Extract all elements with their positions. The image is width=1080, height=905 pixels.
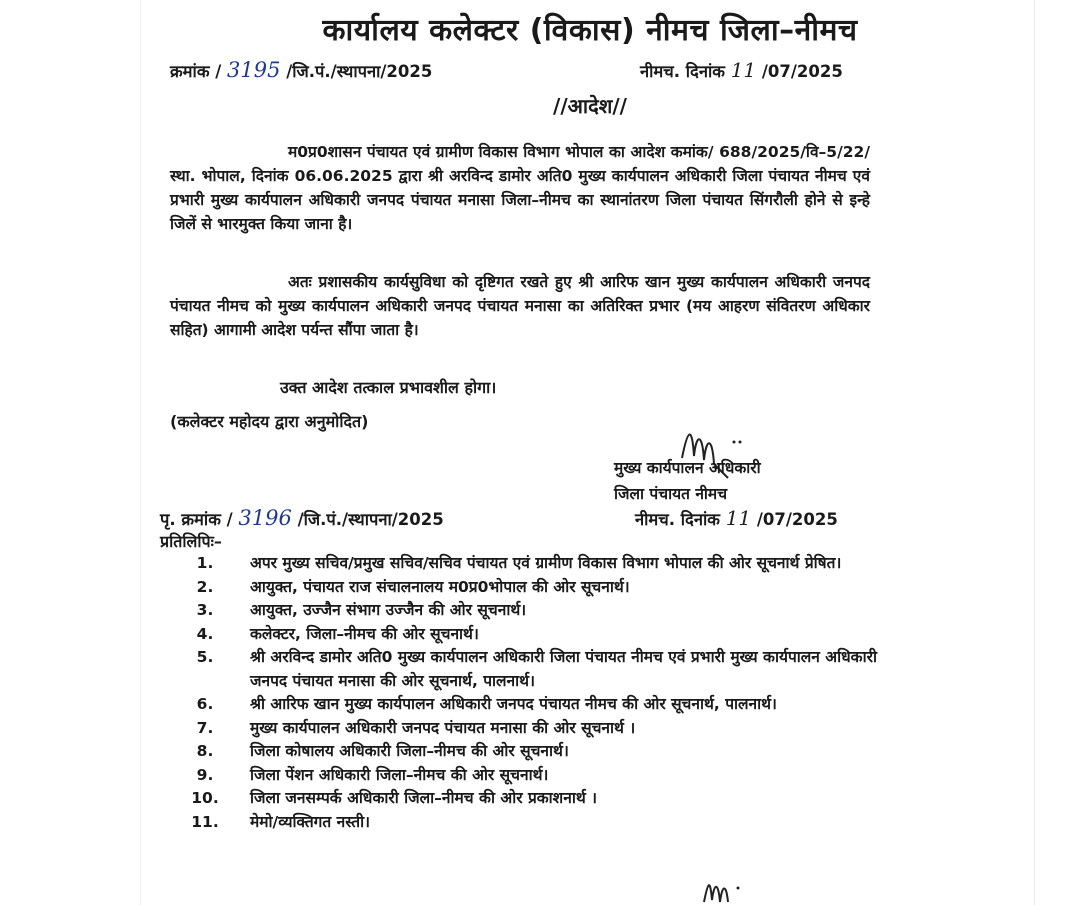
copy-item-text: आयुक्त, पंचायत राज संचालनालय म0प्र0भोपाल की ओर सूचनार्थ। — [250, 577, 630, 596]
endorsement-ref-number-handwritten: 3196 — [238, 506, 292, 530]
approval-line: (कलेक्टर महोदय द्वारा अनुमोदित) — [170, 412, 369, 431]
signatory-designation: मुख्य कार्यपालन अधिकारी — [614, 459, 761, 477]
copy-list-item — [170, 717, 890, 741]
copy-item-number: 2. — [196, 577, 214, 596]
copy-label: प्रतिलिपिः– — [160, 532, 222, 551]
copy-item-number: 1. — [196, 554, 214, 572]
right-margin — [1034, 0, 1080, 905]
copy-list-item — [170, 787, 890, 811]
copy-list-item — [170, 811, 890, 835]
copy-item-text: जिला जनसम्पर्क अधिकारी जिला–नीमच की ओर प्रकाशनार्थ । — [250, 789, 598, 807]
order-reference — [170, 58, 432, 82]
endorsement-date — [635, 506, 838, 530]
copy-list-item — [170, 599, 890, 623]
date-suffix: /07/2025 — [761, 62, 843, 81]
date-day-handwritten: 11 — [730, 58, 757, 82]
office-title: कार्यालय कलेक्टर (विकास) नीमच जिला–नीमच — [322, 13, 858, 48]
copy-item-text: श्री आरिफ खान मुख्य कार्यपालन अधिकारी जनपद पंचायत नीमच की ओर सूचनार्थ, पालनार्थ। — [250, 695, 777, 713]
copy-item-number: 5. — [196, 648, 214, 666]
paragraph-transfer: म0प्र0शासन पंचायत एवं ग्रामीण विकास विभाग भोपाल का आदेश कमांक/ 688/2025/वि–5/22/स्था. भोपाल, दिनांक 06.06.2025 द्वारा श्री अरविन्द डामोर अति0 मुख्य कार्यपालन अधिकारी जिला पंचायत नीमच एवं प्रभारी मुख्य कार्यपालन अधिकारी जनपद पंचायत मनासा जिला–नीमच का स्थानांतरण जिला पंचायत सिंगरौली होने से इन्हे जिलें से भारमुक्त किया जाना है। — [170, 143, 870, 233]
copy-item-text: आयुक्त, उज्जैन संभाग उज्जैन की ओर सूचनार्थ। — [250, 601, 527, 619]
copy-item-number: 7. — [196, 718, 214, 737]
copy-list-item — [170, 623, 890, 647]
copy-item-number: 4. — [196, 624, 214, 643]
copy-list-item — [170, 693, 890, 717]
effective-line: उक्त आदेश तत्काल प्रभावशील होगा। — [280, 378, 497, 397]
copy-list — [170, 552, 890, 834]
copy-item-text: जिला कोषालय अधिकारी जिला–नीमच की ओर सूचनार्थ। — [250, 742, 569, 760]
signatory-block — [614, 455, 761, 507]
copy-list-item — [170, 764, 890, 788]
copy-item-number: 8. — [196, 742, 214, 760]
left-margin — [0, 0, 141, 905]
endorsement-date-day-handwritten: 11 — [725, 506, 752, 530]
copy-item-number: 9. — [196, 765, 214, 784]
order-heading: //आदेश// — [553, 94, 627, 118]
copy-list-item — [170, 646, 890, 693]
copy-item-text: जिला पेंशन अधिकारी जिला–नीमच की ओर सूचनार्थ। — [250, 765, 549, 784]
copy-item-text: कलेक्टर, जिला–नीमच की ओर सूचनार्थ। — [250, 624, 479, 643]
copy-item-text: अपर मुख्य सचिव/प्रमुख सचिव/सचिव पंचायत एवं ग्रामीण विकास विभाग भोपाल की ओर सूचनार्थ प्रेषित। — [250, 554, 842, 572]
endorsement-date-label: नीमच. दिनांक — [635, 510, 720, 529]
copy-item-number: 3. — [196, 601, 214, 619]
endorsement-ref-suffix: /जि.पं./स्थापना/2025 — [297, 510, 444, 529]
copy-item-number: 6. — [196, 695, 214, 713]
copy-item-number: 10. — [191, 789, 219, 807]
copy-item-number: 11. — [191, 812, 219, 831]
signatory-office: जिला पंचायत नीमच — [614, 485, 728, 503]
copy-item-text: मेमो/व्यक्तिगत नस्ती। — [250, 812, 370, 831]
date-label: नीमच. दिनांक — [640, 62, 725, 81]
order-document — [150, 0, 1030, 905]
endorsement-ref-label: पृ. क्रमांक / — [160, 510, 233, 529]
copy-item-text: श्री अरविन्द डामोर अति0 मुख्य कार्यपालन अधिकारी जिला पंचायत नीमच एवं प्रभारी मुख्य कार्यपालन अधिकारी जनपद पंचायत मनासा की ओर सूचनार्थ, पालनार्थ। — [250, 648, 877, 690]
copy-list-item — [170, 740, 890, 764]
ref-number-handwritten: 3195 — [227, 58, 281, 82]
initials-mark — [698, 872, 758, 905]
order-date — [640, 58, 843, 82]
copy-list-item — [170, 576, 890, 600]
ref-label: क्रमांक / — [170, 62, 222, 81]
copy-item-text: मुख्य कार्यपालन अधिकारी जनपद पंचायत मनासा की ओर सूचनार्थ । — [250, 718, 636, 737]
ref-suffix: /जि.पं./स्थापना/2025 — [286, 62, 433, 81]
endorsement-reference — [160, 506, 444, 530]
endorsement-date-suffix: /07/2025 — [756, 510, 838, 529]
paragraph-charge: अतः प्रशासकीय कार्यसुविधा को दृष्टिगत रखते हुए श्री आरिफ खान मुख्य कार्यपालन अधिकारी जनपद पंचायत नीमच को मुख्य कार्यपालन अधिकारी जनपद पंचायत मनासा का अतिरिक्त प्रभार (मय आहरण संवितरण अधिकार सहित) आगामी आदेश पर्यन्त सौंपा जाता है। — [170, 273, 870, 339]
copy-list-item — [170, 552, 890, 576]
